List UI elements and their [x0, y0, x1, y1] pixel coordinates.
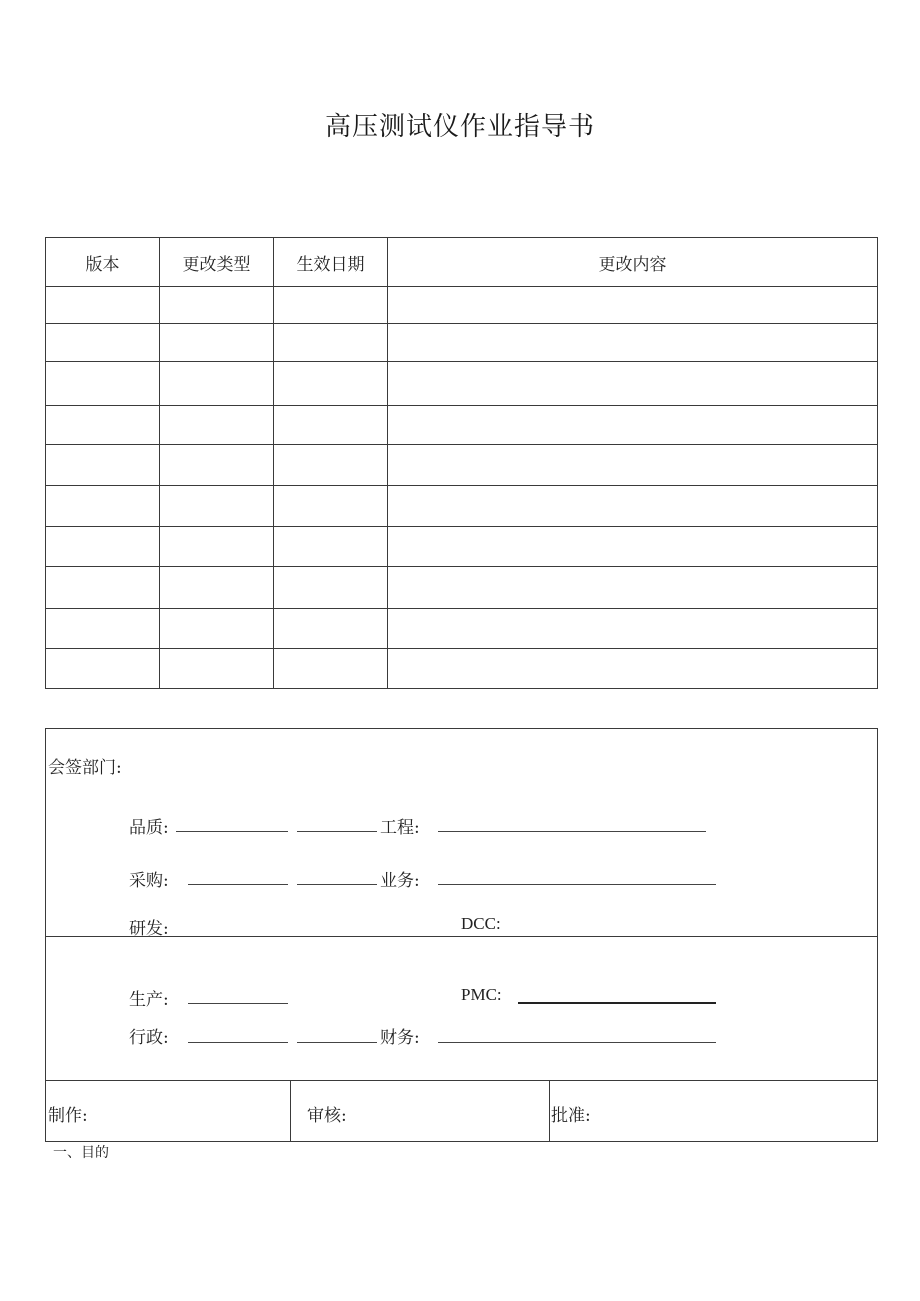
revision-table: [45, 237, 878, 689]
cell-change-content[interactable]: [388, 406, 878, 445]
revision-table-header: [46, 238, 878, 287]
table-row: [46, 527, 878, 567]
cell-effective-date[interactable]: [274, 324, 388, 362]
cell-version[interactable]: [46, 567, 160, 609]
cell-version[interactable]: [46, 287, 160, 324]
cell-effective-date[interactable]: [274, 406, 388, 445]
made-by-label: 制作:: [48, 1106, 88, 1126]
cell-change-type[interactable]: [160, 649, 274, 689]
cell-change-content[interactable]: [388, 287, 878, 324]
cell-version[interactable]: [46, 362, 160, 406]
production-label: 生产:: [129, 990, 169, 1010]
quality-signature-line[interactable]: [176, 831, 288, 832]
approval-col-divider-2: [549, 1080, 550, 1141]
pmc-label: PMC:: [461, 985, 502, 1004]
business-signature-line[interactable]: [438, 884, 716, 885]
cell-change-type[interactable]: [160, 362, 274, 406]
cell-effective-date[interactable]: [274, 362, 388, 406]
approved-by-label: 批准:: [551, 1106, 591, 1126]
cell-effective-date[interactable]: [274, 527, 388, 567]
cell-change-type[interactable]: [160, 324, 274, 362]
finance-label: 财务:: [380, 1028, 420, 1048]
purchasing-label: 采购:: [129, 871, 169, 891]
admin-signature-line-2[interactable]: [297, 1042, 377, 1043]
header-effective-date: 生效日期: [274, 238, 388, 287]
cell-change-content[interactable]: [388, 527, 878, 567]
finance-signature-line[interactable]: [438, 1042, 716, 1043]
pmc-signature-line[interactable]: [518, 1002, 716, 1004]
header-change-content: 更改内容: [388, 238, 878, 287]
table-row: [46, 567, 878, 609]
cell-version[interactable]: [46, 486, 160, 527]
signoff-box: [45, 728, 878, 1142]
cell-change-type[interactable]: [160, 527, 274, 567]
purpose-heading: 一、目的: [53, 1145, 109, 1161]
cell-change-type[interactable]: [160, 486, 274, 527]
cell-effective-date[interactable]: [274, 445, 388, 486]
cell-version[interactable]: [46, 609, 160, 649]
table-row: [46, 486, 878, 527]
cell-change-type[interactable]: [160, 567, 274, 609]
engineering-signature-line[interactable]: [438, 831, 706, 832]
purchasing-signature-line-2[interactable]: [297, 884, 377, 885]
cell-change-content[interactable]: [388, 567, 878, 609]
cell-change-type[interactable]: [160, 406, 274, 445]
approval-divider: [46, 1080, 877, 1081]
business-label: 业务:: [380, 871, 420, 891]
cell-version[interactable]: [46, 324, 160, 362]
cell-change-type[interactable]: [160, 609, 274, 649]
cell-version[interactable]: [46, 445, 160, 486]
header-version: 版本: [46, 238, 160, 287]
admin-label: 行政:: [129, 1028, 169, 1048]
cell-version[interactable]: [46, 406, 160, 445]
cell-change-content[interactable]: [388, 445, 878, 486]
cell-effective-date[interactable]: [274, 649, 388, 689]
cell-version[interactable]: [46, 527, 160, 567]
rnd-label: 研发:: [129, 919, 169, 939]
dcc-label: DCC:: [461, 914, 501, 933]
admin-signature-line[interactable]: [188, 1042, 288, 1043]
cell-effective-date[interactable]: [274, 567, 388, 609]
table-row: [46, 649, 878, 689]
purchasing-signature-line[interactable]: [188, 884, 288, 885]
document-title: 高压测试仪作业指导书: [324, 112, 595, 142]
cell-change-content[interactable]: [388, 324, 878, 362]
cell-change-content[interactable]: [388, 649, 878, 689]
quality-label: 品质:: [129, 818, 169, 838]
cell-effective-date[interactable]: [274, 287, 388, 324]
reviewed-by-label: 审核:: [307, 1106, 347, 1126]
cell-change-content[interactable]: [388, 362, 878, 406]
table-row: [46, 287, 878, 324]
table-row: [46, 609, 878, 649]
cell-change-content[interactable]: [388, 609, 878, 649]
production-signature-line[interactable]: [188, 1003, 288, 1004]
cell-effective-date[interactable]: [274, 609, 388, 649]
signoff-heading: 会签部门:: [48, 758, 122, 778]
table-row: [46, 445, 878, 486]
approval-col-divider-1: [290, 1080, 291, 1141]
signoff-divider: [46, 936, 877, 937]
table-row: [46, 324, 878, 362]
cell-change-type[interactable]: [160, 287, 274, 324]
table-row: [46, 406, 878, 445]
quality-signature-line-2[interactable]: [297, 831, 377, 832]
cell-effective-date[interactable]: [274, 486, 388, 527]
cell-version[interactable]: [46, 649, 160, 689]
cell-change-type[interactable]: [160, 445, 274, 486]
table-row: [46, 362, 878, 406]
header-change-type: 更改类型: [160, 238, 274, 287]
engineering-label: 工程:: [380, 818, 420, 838]
cell-change-content[interactable]: [388, 486, 878, 527]
